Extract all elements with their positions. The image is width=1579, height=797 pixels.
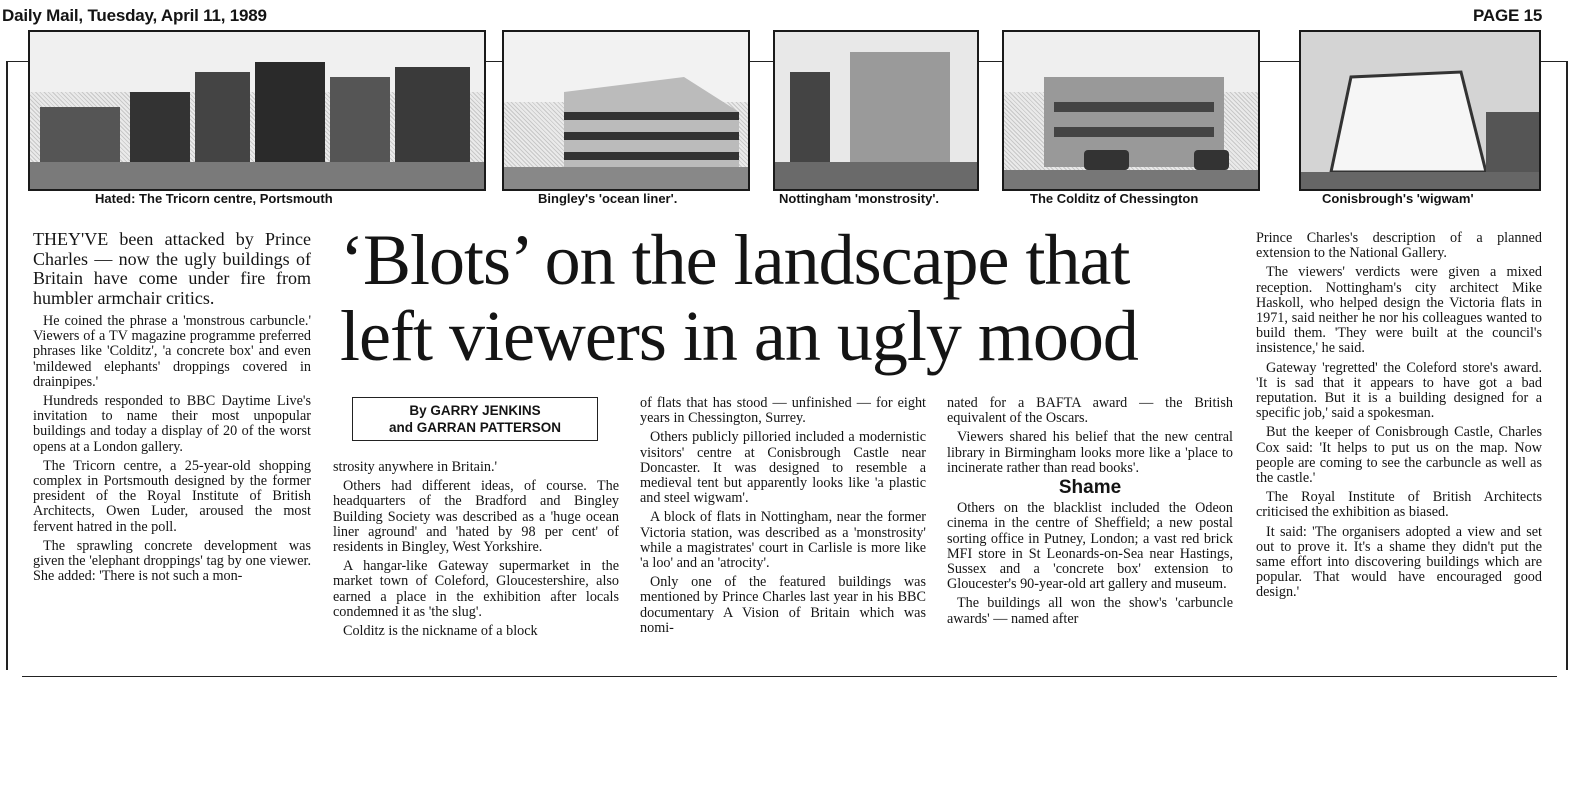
paragraph: A hangar-like Gateway supermarket in the market town of Coleford, Gloucestershire, also earned a place in the exhibition after locals condemned it as 'the slug'.	[333, 558, 619, 620]
photo-tricorn	[28, 30, 486, 191]
tricorn-building-image	[30, 32, 484, 189]
caption-tricorn: Hated: The Tricorn centre, Portsmouth	[95, 191, 333, 206]
byline-line-2: and GARRAN PATTERSON	[389, 420, 561, 435]
byline-box	[352, 397, 598, 441]
bingley-building-image	[504, 32, 748, 189]
headline-line-1: ‘Blots’ on the landscape that	[340, 220, 1130, 300]
caption-nottingham: Nottingham 'monstrosity'.	[779, 191, 940, 206]
paragraph: It said: 'The organisers adopted a view and set out to prove it. It's a shame they didn't put the same effort into discovering buildings which are popular. That would have encouraged good design.'	[1256, 523, 1542, 601]
paragraph: But the keeper of Conisbrough Castle, Charles Cox said: 'It helps to put us on the map. Now people are coming to see the carbuncle as well as the castle.'	[1256, 424, 1542, 487]
paragraph: Gateway 'regretted' the Coleford store's award. 'It is sad that it appears to have got a bad reputation. But it is a building designed for a specific job,' said a spokesman.	[1256, 359, 1542, 422]
paragraph: Hundreds responded to BBC Daytime Live's invitation to name their most unpopular buildings and today a display of 20 of the worst opens at a London gallery.	[33, 393, 311, 455]
lead-paragraph: THEY'VE been attacked by Prince Charles — now the ugly buildings of Britain have come under fire from humbler armchair critics.	[33, 229, 311, 308]
paragraph: The buildings all won the show's 'carbuncle awards' — named after	[947, 595, 1233, 627]
column-2	[333, 460, 619, 643]
paragraph: The Tricorn centre, a 25-year-old shopping complex in Portsmouth designed by the former president of the Royal Institute of British Architects, Owen Luder, aroused the most fervent hatred in the poll.	[33, 457, 311, 535]
paragraph: The sprawling concrete development was given the 'elephant droppings' tag by one viewer. She added: 'There is not such a mon-	[33, 537, 311, 585]
caption-bingley: Bingley's 'ocean liner'.	[538, 191, 678, 206]
page-number: PAGE 15	[1473, 6, 1543, 25]
nottingham-flats-image	[775, 32, 977, 189]
photo-conisbrough	[1299, 30, 1541, 191]
paragraph: Prince Charles's description of a planned extension to the National Gallery.	[1256, 230, 1542, 262]
photo-chessington	[1002, 30, 1260, 191]
photo-nottingham	[773, 30, 979, 191]
paragraph: strosity anywhere in Britain.'	[333, 459, 498, 475]
chessington-flats-image	[1004, 32, 1258, 189]
column-3	[640, 396, 926, 640]
crosshead: Shame	[1058, 477, 1122, 499]
paragraph: Others had different ideas, of course. The headquarters of the Bradford and Bingley Building Society was described as a 'huge ocean liner aground' and 'hated by 98 per cent' of residents in Bingley, West Yorkshire.	[333, 478, 619, 556]
column-5	[1256, 231, 1542, 605]
paragraph: The viewers' verdicts were given a mixed reception. Nottingham's city architect Mike Haskoll, who helped design the Victoria flats in 1971, said neither he nor his colleagues wanted to build them. 'They were built at the council's insistence,' he said.	[1256, 264, 1542, 357]
paragraph: A block of flats in Nottingham, near the former Victoria station, was described as a 'monstrosity' while a magistrates' court in Carlisle is more like 'a loo' and an 'atrocity'.	[640, 509, 926, 572]
caption-chessington: The Colditz of Chessington	[1030, 191, 1199, 206]
paragraph: Others on the blacklist included the Odeon cinema in the centre of Sheffield; a new postal sorting office in Putney, London; a vast red brick MFI store in St Leonards-on-Sea near Hastings, Sussex and a 'concrete box' extension to Gloucester's 90-year-old art gallery and museum.	[947, 500, 1233, 593]
headline-line-2: left viewers in an ugly mood	[340, 296, 1138, 376]
paragraph: Only one of the featured buildings was mentioned by Prince Charles last year in his BBC documentary A Vision of Britain which was nomi-	[640, 574, 926, 636]
conisbrough-wigwam-image	[1301, 32, 1539, 189]
paragraph: Others publicly pilloried included a modernistic visitors' centre at Conisbrough Castle near Doncaster. It was designed to resemble a medieval tent but apparently looks like 'a plastic and steel wigwam'.	[640, 429, 926, 507]
byline-line-1: By GARRY JENKINS	[409, 403, 541, 418]
paragraph: He coined the phrase a 'monstrous carbuncle.' Viewers of a TV magazine programme preferred phrases like 'Colditz', 'a concrete box' and even 'mildewed elephants' droppings covered in drainpipes.'	[33, 313, 311, 390]
bottom-rule	[22, 676, 1557, 677]
headline	[340, 222, 1230, 374]
caption-conisbrough: Conisbrough's 'wigwam'	[1322, 191, 1474, 206]
column-1	[33, 230, 311, 588]
paragraph: of flats that has stood — unfinished — for eight years in Chessington, Surrey.	[640, 395, 926, 427]
column-4	[947, 396, 1233, 631]
dateline: Daily Mail, Tuesday, April 11, 1989	[2, 6, 267, 25]
paragraph: nated for a BAFTA award — the British equivalent of the Oscars.	[947, 395, 1233, 427]
paragraph: Colditz is the nickname of a block	[343, 623, 538, 640]
photo-bingley	[502, 30, 750, 191]
paragraph: Viewers shared his belief that the new central library in Birmingham looks more like a 'place to incinerate rather than read books'.	[947, 429, 1233, 476]
paragraph: The Royal Institute of British Architects criticised the exhibition as biased.	[1256, 489, 1542, 521]
